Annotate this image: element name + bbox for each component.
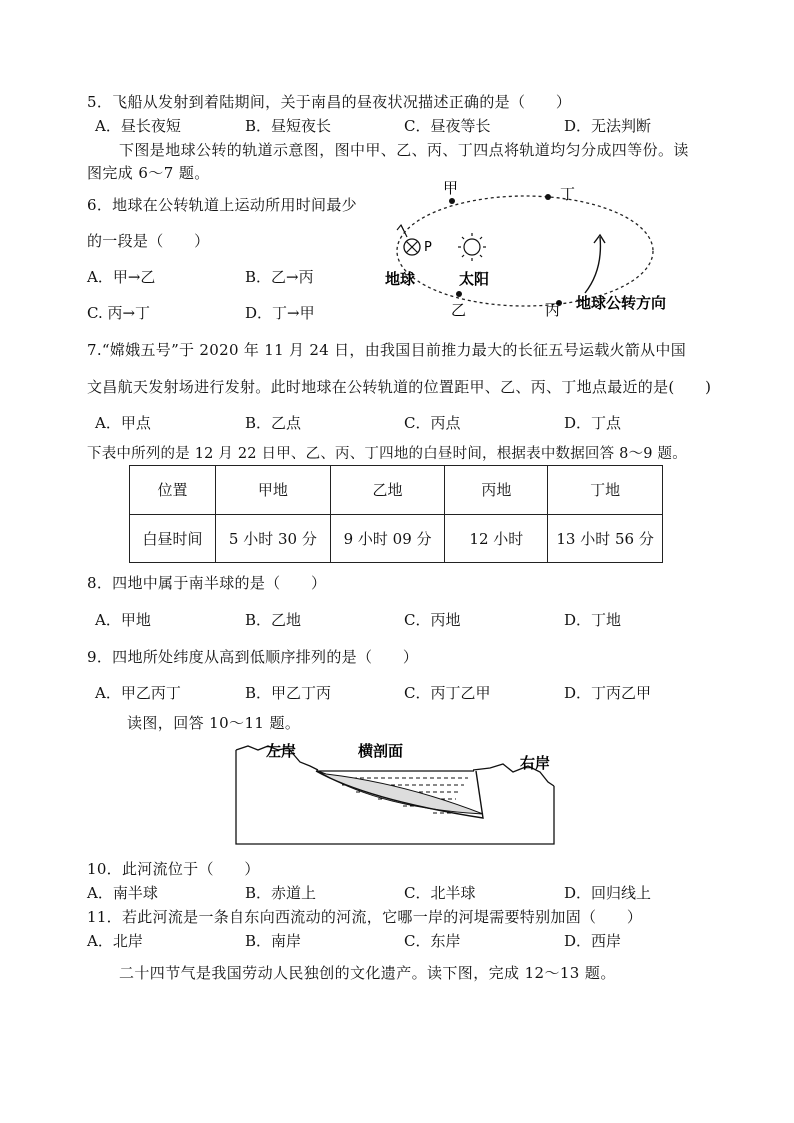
table-cell: 5 小时 30 分	[216, 514, 331, 563]
question-11-option-d[interactable]: D．西岸	[564, 932, 622, 950]
question-6-option-b[interactable]: B．乙→丙	[245, 268, 314, 286]
question-7-option-c[interactable]: C．丙点	[404, 414, 461, 432]
earth-icon	[397, 225, 420, 255]
question-7-option-b[interactable]: B．乙点	[245, 414, 302, 432]
river-diagram-title: 横剖面	[358, 742, 404, 760]
question-11-option-b[interactable]: B．南岸	[245, 932, 302, 950]
intro-6-7-line1: 下图是地球公转的轨道示意图，图中甲、乙、丙、丁四点将轨道均匀分成四等份。读	[119, 141, 689, 159]
question-11-stem: 11．若此河流是一条自东向西流动的河流，它哪一岸的河堤需要特别加固（ ）	[87, 908, 643, 926]
question-9-option-c[interactable]: C．丙丁乙甲	[404, 684, 491, 702]
question-9-option-d[interactable]: D．丁丙乙甲	[564, 684, 652, 702]
daylight-table	[129, 465, 663, 563]
question-10-option-d[interactable]: D．回归线上	[564, 884, 652, 902]
question-10-option-c[interactable]: C．北半球	[404, 884, 476, 902]
question-6-stem-line1: 6．地球在公转轨道上运动所用时间最少	[87, 196, 357, 214]
question-8-stem: 8．四地中属于南半球的是（ ）	[87, 574, 327, 592]
sun-label: 太阳	[459, 270, 490, 288]
orbit-point-yi-marker	[456, 291, 462, 297]
sun-icon	[458, 233, 486, 261]
question-6-option-c[interactable]: C. 丙→丁	[87, 304, 151, 322]
orbit-point-yi: 乙	[451, 301, 467, 319]
table-header-cell: 丙地	[445, 466, 548, 515]
table-row-daylight	[130, 514, 663, 563]
table-cell: 9 小时 09 分	[330, 514, 445, 563]
left-bank-label: 左岸	[266, 742, 297, 760]
question-5-option-a[interactable]: A．昼长夜短	[95, 117, 181, 135]
orbit-point-ding: 丁	[560, 185, 576, 203]
table-cell: 12 小时	[445, 514, 548, 563]
intro-8-9: 下表中所列的是 12 月 22 日甲、乙、丙、丁四地的白昼时间，根据表中数据回答 8～9 题。	[87, 446, 687, 462]
table-cell: 13 小时 56 分	[548, 514, 663, 563]
orbit-point-jia: 甲	[443, 179, 459, 197]
question-10-stem: 10．此河流位于（ ）	[87, 860, 260, 878]
question-5-option-c[interactable]: C．昼夜等长	[404, 117, 491, 135]
question-11-option-c[interactable]: C．东岸	[404, 932, 461, 950]
question-9-option-b[interactable]: B．甲乙丁丙	[245, 684, 332, 702]
question-8-option-b[interactable]: B．乙地	[245, 611, 302, 629]
intro-12-13: 二十四节气是我国劳动人民独创的文化遗产。读下图，完成 12～13 题。	[119, 964, 616, 982]
orbit-point-jia-marker	[449, 198, 455, 204]
river-cross-section-diagram	[228, 738, 563, 848]
question-8-option-d[interactable]: D．丁地	[564, 611, 622, 629]
table-header-cell: 甲地	[216, 466, 331, 515]
table-header-cell: 乙地	[330, 466, 445, 515]
orbit-diagram	[375, 175, 705, 325]
orbit-ellipse	[397, 196, 653, 306]
question-5-stem: 5．飞船从发射到着陆期间，关于南昌的昼夜状况描述正确的是（ ）	[87, 93, 572, 111]
question-8-option-a[interactable]: A．甲地	[95, 611, 151, 629]
intro-10-11: 读图，回答 10～11 题。	[127, 714, 301, 732]
question-11-option-a[interactable]: A．北岸	[87, 932, 143, 950]
question-6-option-d[interactable]: D．丁→甲	[245, 304, 315, 322]
question-7-option-a[interactable]: A．甲点	[95, 414, 151, 432]
table-row-header	[130, 466, 663, 515]
question-9-stem: 9．四地所处纬度从高到低顺序排列的是（ ）	[87, 648, 419, 666]
question-7-option-d[interactable]: D．丁点	[564, 414, 622, 432]
question-6-stem-line2: 的一段是（ ）	[87, 232, 210, 250]
orbit-point-bing: 丙	[545, 301, 561, 319]
intro-6-7-line2: 图完成 6～7 题。	[87, 164, 210, 182]
question-8-option-c[interactable]: C．丙地	[404, 611, 461, 629]
question-10-option-a[interactable]: A．南半球	[87, 884, 158, 902]
question-9-option-a[interactable]: A．甲乙丙丁	[95, 684, 181, 702]
orbit-point-p: P	[424, 240, 432, 255]
orbit-point-ding-marker	[545, 194, 551, 200]
revolution-direction-label: 地球公转方向	[576, 294, 667, 312]
earth-label: 地球	[385, 270, 416, 288]
revolution-direction-arrow	[585, 237, 600, 293]
question-7-stem-line1: 7.“嫦娥五号”于 2020 年 11 月 24 日，由我国目前推力最大的长征五号运载火箭从中国	[87, 341, 687, 359]
question-10-option-b[interactable]: B．赤道上	[245, 884, 317, 902]
sediment-deposit	[318, 771, 483, 814]
table-header-cell: 丁地	[548, 466, 663, 515]
question-5-option-d[interactable]: D．无法判断	[564, 117, 652, 135]
question-6-option-a[interactable]: A．甲→乙	[87, 268, 156, 286]
question-7-stem-line2: 文昌航天发射场进行发射。此时地球在公转轨道的位置距甲、乙、丙、丁地点最近的是( )	[87, 378, 712, 396]
right-bank-label: 右岸	[520, 754, 551, 772]
table-header-cell: 位置	[130, 466, 216, 515]
question-5-option-b[interactable]: B．昼短夜长	[245, 117, 332, 135]
table-cell: 白昼时间	[130, 514, 216, 563]
